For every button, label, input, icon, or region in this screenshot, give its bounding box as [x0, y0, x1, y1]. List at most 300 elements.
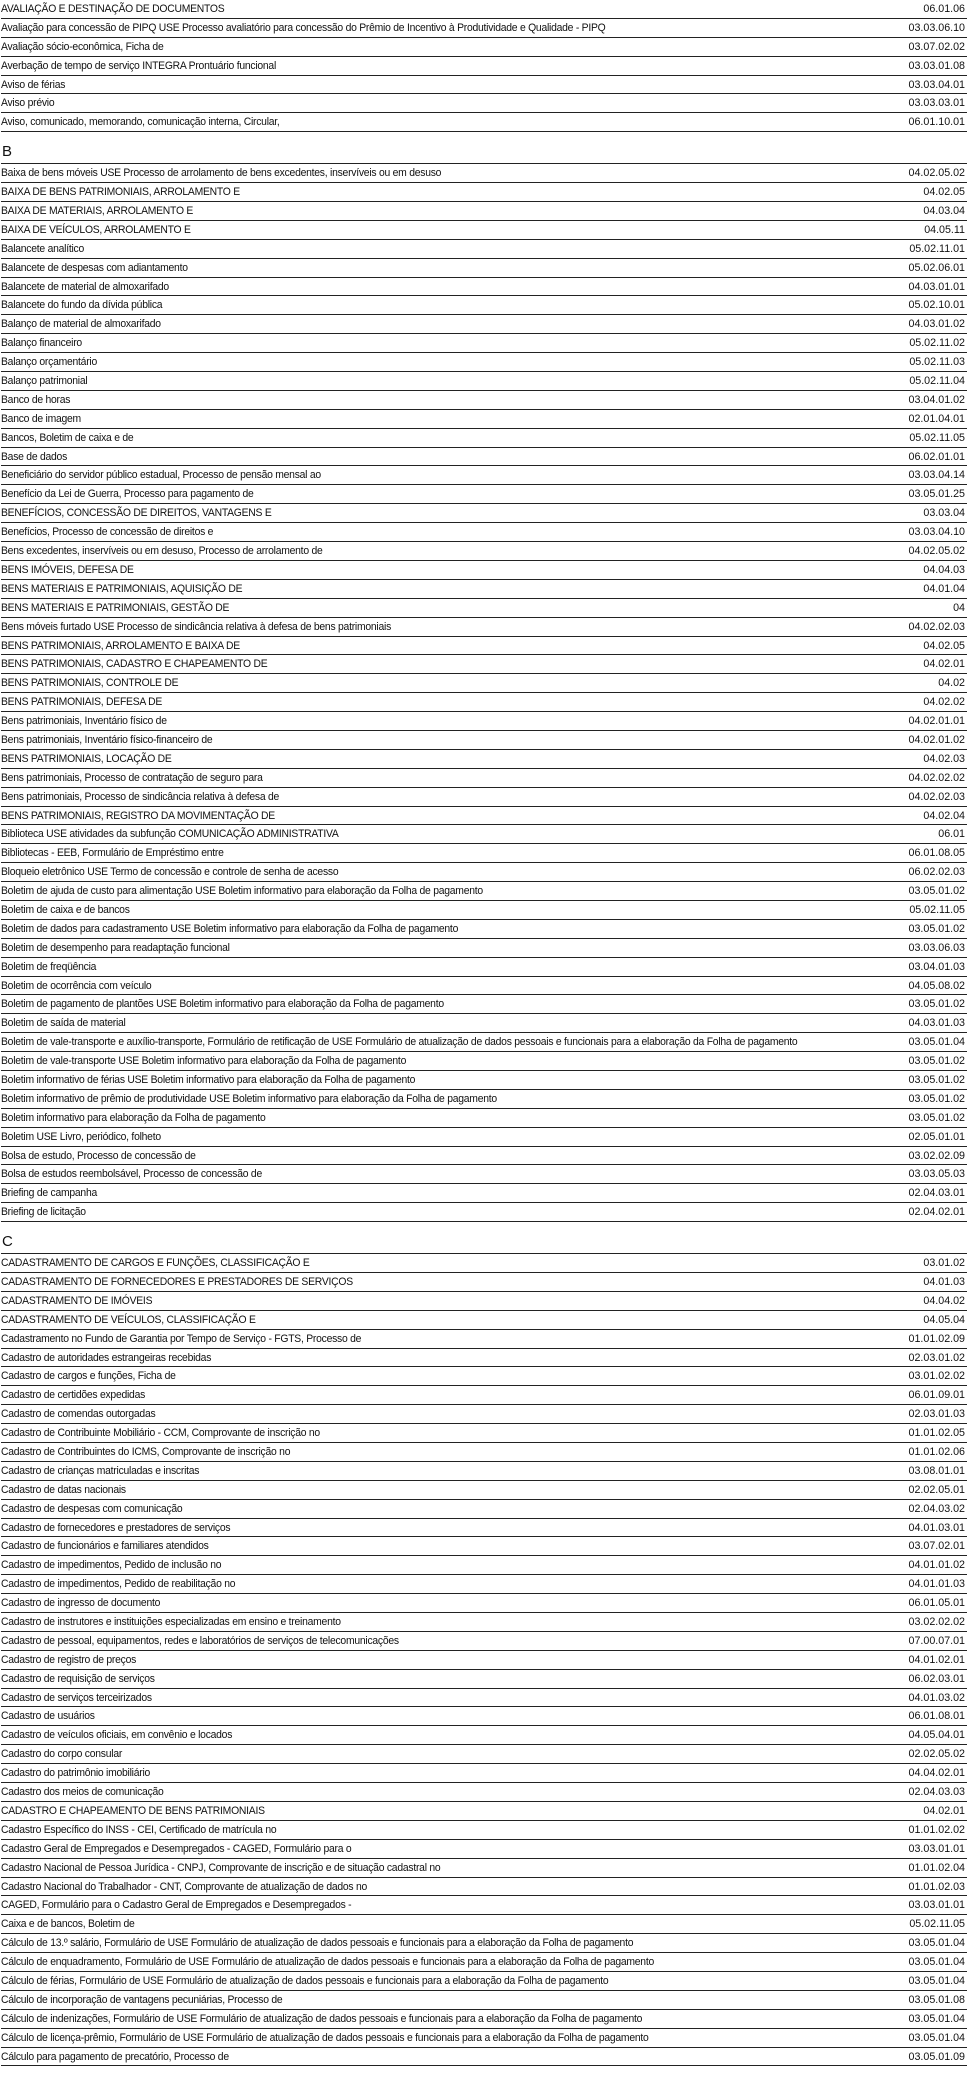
classification-code: 04.01.03 — [923, 1276, 965, 1288]
index-row — [1, 410, 967, 429]
index-term: CAGED, Formulário para o Cadastro Geral de Empregados e Desempregados - — [1, 1899, 352, 1912]
index-term: Cálculo de licença-prêmio, Formulário de USE Formulário de atualização de dados pessoais e funcionais para a elaboração da Folha de pagamento — [1, 2031, 649, 2044]
index-row — [1, 1500, 967, 1519]
classification-code: 06.01.06 — [923, 3, 965, 15]
classification-code: 05.02.06.01 — [908, 261, 965, 274]
classification-code: 06.02.03.01 — [908, 1672, 965, 1685]
index-row — [1, 296, 967, 315]
index-row — [1, 599, 967, 618]
index-term: Averbação de tempo de serviço INTEGRA Prontuário funcional — [1, 59, 277, 72]
index-row — [1, 655, 967, 674]
index-term: Cadastro de usuários — [1, 1710, 95, 1723]
classification-code: 03.05.01.02 — [908, 885, 965, 898]
index-row — [1, 1349, 967, 1368]
index-row — [1, 1594, 967, 1613]
index-term: BENS PATRIMONIAIS, ARROLAMENTO E BAIXA DE — [1, 639, 240, 652]
index-term: Balanço patrimonial — [1, 375, 88, 388]
index-term: Bibliotecas - EEB, Formulário de Empréstimo entre — [1, 847, 224, 860]
index-row — [1, 807, 967, 826]
index-term: Balanço orçamentário — [1, 356, 97, 369]
index-term: Caixa e de bancos, Boletim de — [1, 1918, 135, 1931]
classification-code: 05.02.11.03 — [909, 356, 965, 369]
index-row — [1, 523, 967, 542]
classification-code: 04.03.04 — [923, 205, 965, 218]
index-row — [1, 183, 967, 202]
index-row — [1, 448, 967, 467]
index-term: Cadastro de serviços terceirizados — [1, 1691, 152, 1704]
index-row — [1, 1821, 967, 1840]
classification-code: 04.05.08.02 — [908, 979, 965, 992]
index-row — [1, 1481, 967, 1500]
index-row — [1, 1651, 967, 1670]
index-row — [1, 1462, 967, 1481]
index-term: Boletim informativo para elaboração da Folha de pagamento — [1, 1111, 266, 1124]
index-term: Baixa de bens móveis USE Processo de arrolamento de bens excedentes, inservíveis ou em desuso — [1, 167, 442, 180]
index-term: Cadastro de impedimentos, Pedido de reabilitação no — [1, 1578, 236, 1591]
index-term: Cadastro de ingresso de documento — [1, 1597, 161, 1610]
index-row — [1, 1254, 967, 1273]
classification-code: 04.01.02.01 — [908, 1653, 965, 1666]
classification-code: 04.02.01 — [923, 658, 965, 671]
index-term: Cadastro de funcionários e familiares atendidos — [1, 1540, 209, 1553]
index-row — [1, 1707, 967, 1726]
classification-code: 03.05.01.02 — [908, 1092, 965, 1105]
classification-code: 03.03.04.01 — [908, 78, 965, 91]
index-row — [1, 674, 967, 693]
index-row — [1, 882, 967, 901]
index-row — [1, 2048, 967, 2067]
index-row — [1, 391, 967, 410]
classification-code: 03.03.04.14 — [908, 469, 965, 482]
classification-code: 06.02.02.03 — [908, 866, 965, 879]
index-row — [1, 1896, 967, 1915]
index-row — [1, 113, 967, 132]
index-row — [1, 1128, 967, 1147]
classification-code: 02.04.03.01 — [908, 1187, 965, 1200]
index-term: Balanço de material de almoxarifado — [1, 318, 161, 331]
index-term: Balanço financeiro — [1, 337, 82, 350]
index-row — [1, 1033, 967, 1052]
index-term: Cálculo de férias, Formulário de USE Formulário de atualização de dados pessoais e funcionais para a elaboração da Folha de pagamento — [1, 1974, 609, 1987]
index-row — [1, 844, 967, 863]
index-term: Cadastro de certidões expedidas — [1, 1389, 146, 1402]
classification-code: 01.01.02.04 — [908, 1861, 965, 1874]
index-term: Cálculo de indenizações, Formulário de USE Formulário de atualização de dados pessoais e funcionais para a elaboração da Folha de pagamento — [1, 2012, 643, 2025]
classification-code: 01.01.02.06 — [908, 1446, 965, 1459]
index-row — [1, 94, 967, 113]
index-row — [1, 1991, 967, 2010]
index-row — [1, 788, 967, 807]
classification-code: 02.02.05.02 — [908, 1748, 965, 1761]
index-row — [1, 825, 967, 844]
classification-code: 04.04.02.01 — [908, 1767, 965, 1780]
index-row — [1, 429, 967, 448]
index-row — [1, 1575, 967, 1594]
classification-code: 03.05.01.25 — [908, 488, 965, 501]
index-term: Cadastro de Contribuintes do ICMS, Comprovante de inscrição no — [1, 1446, 291, 1459]
classification-code: 06.01.05.01 — [908, 1597, 965, 1610]
classification-code: 03.03.05.03 — [908, 1168, 965, 1181]
index-row — [1, 1090, 967, 1109]
index-term: BENEFÍCIOS, CONCESSÃO DE DIREITOS, VANTAGENS E — [1, 507, 272, 520]
index-row — [1, 1311, 967, 1330]
index-term: Boletim de ocorrência com veículo — [1, 979, 152, 992]
index-row — [1, 712, 967, 731]
index-row — [1, 1165, 967, 1184]
index-term: Cadastro do patrimônio imobiliário — [1, 1767, 151, 1780]
classification-code: 04.02.03 — [923, 752, 965, 765]
index-term: BAIXA DE BENS PATRIMONIAIS, ARROLAMENTO E — [1, 186, 240, 199]
index-term: Cadastro de Contribuinte Mobiliário - CCM, Comprovante de inscrição no — [1, 1427, 320, 1440]
index-term: Boletim de ajuda de custo para alimentação USE Boletim informativo para elaboração da Folha de pagamento — [1, 885, 483, 898]
classification-code: 03.03.04 — [923, 507, 965, 520]
index-term: BENS PATRIMONIAIS, REGISTRO DA MOVIMENTAÇÃO DE — [1, 809, 275, 822]
classification-code: 03.05.01.04 — [908, 2012, 965, 2025]
classification-code: 02.04.03.02 — [908, 1502, 965, 1515]
index-term: Banco de horas — [1, 393, 71, 406]
classification-code: 03.03.03.01 — [908, 97, 965, 110]
index-term: AVALIAÇÃO E DESTINAÇÃO DE DOCUMENTOS — [1, 3, 225, 15]
index-row — [1, 1632, 967, 1651]
index-term: Boletim de saída de material — [1, 1017, 126, 1030]
index-term: Cálculo de 13.º salário, Formulário de USE Formulário de atualização de dados pessoais e funcionais para a elaboração da Folha de pagamento — [1, 1937, 634, 1950]
index-term: Cadastro de pessoal, equipamentos, redes e laboratórios de serviços de telecomunicações — [1, 1634, 399, 1647]
index-term: Boletim de desempenho para readaptação funcional — [1, 941, 230, 954]
index-term: CADASTRAMENTO DE FORNECEDORES E PRESTADORES DE SERVIÇOS — [1, 1276, 353, 1288]
classification-code: 05.02.11.05 — [909, 1918, 965, 1931]
classification-code: 03.05.01.04 — [908, 1974, 965, 1987]
index-term: Cadastro Nacional do Trabalhador - CNT, Comprovante de atualização de dados no — [1, 1880, 368, 1893]
classification-code: 04.01.01.02 — [908, 1559, 965, 1572]
index-row — [1, 863, 967, 882]
index-row — [1, 693, 967, 712]
index-term: BENS MATERIAIS E PATRIMONIAIS, GESTÃO DE — [1, 601, 230, 614]
index-row — [1, 1859, 967, 1878]
section-header-c — [1, 1222, 967, 1254]
index-term: Bens patrimoniais, Inventário físico-financeiro de — [1, 733, 213, 746]
classification-code: 01.01.02.09 — [908, 1332, 965, 1345]
index-term: Cadastro de instrutores e instituições especializadas em ensino e treinamento — [1, 1616, 341, 1629]
index-term: Bens patrimoniais, Processo de sindicância relativa à defesa de — [1, 790, 280, 803]
index-term: Benefícios, Processo de concessão de direitos e — [1, 526, 214, 539]
classification-code: 06.02.01.01 — [908, 450, 965, 463]
index-term: Cadastramento no Fundo de Garantia por Tempo de Serviço - FGTS, Processo de — [1, 1332, 362, 1345]
index-row — [1, 1934, 967, 1953]
classification-code: 04.02.02.02 — [908, 771, 965, 784]
classification-code: 03.03.01.01 — [908, 1899, 965, 1912]
index-row — [1, 1878, 967, 1897]
classification-code: 04.05.04.01 — [908, 1729, 965, 1742]
index-term: Bens móveis furtado USE Processo de sindicância relativa à defesa de bens patrimoniais — [1, 620, 392, 633]
classification-code: 02.05.01.01 — [908, 1130, 965, 1143]
index-term: Cadastro de veículos oficiais, em convênio e locados — [1, 1729, 233, 1742]
classification-code: 03.03.06.10 — [908, 21, 965, 34]
index-row — [1, 1109, 967, 1128]
index-row — [1, 939, 967, 958]
classification-code: 04 — [953, 601, 965, 614]
classification-code: 01.01.02.02 — [908, 1823, 965, 1836]
classification-code: 03.04.01.02 — [908, 393, 965, 406]
classification-code: 03.03.06.03 — [908, 941, 965, 954]
index-term: Bens patrimoniais, Inventário físico de — [1, 715, 167, 728]
index-row — [1, 1613, 967, 1632]
classification-code: 05.02.11.05 — [909, 903, 965, 916]
index-term: Balancete de despesas com adiantamento — [1, 261, 188, 274]
classification-code: 03.03.04.10 — [908, 526, 965, 539]
index-row — [1, 1052, 967, 1071]
index-term: BAIXA DE VEÍCULOS, ARROLAMENTO E — [1, 223, 191, 236]
index-row — [1, 1745, 967, 1764]
index-row — [1, 1330, 967, 1349]
classification-code: 06.01.08.01 — [908, 1710, 965, 1723]
index-row — [1, 1273, 967, 1292]
classification-code: 02.03.01.03 — [908, 1408, 965, 1421]
index-row — [1, 466, 967, 485]
classification-code: 04.01.03.02 — [908, 1691, 965, 1704]
index-row — [1, 1689, 967, 1708]
classification-code: 03.04.01.03 — [908, 960, 965, 973]
index-term: Cadastro de autoridades estrangeiras recebidas — [1, 1351, 212, 1364]
index-term: Avaliação sócio-econômica, Ficha de — [1, 40, 164, 53]
classification-code: 04.03.01.01 — [908, 280, 965, 293]
index-row — [1, 580, 967, 599]
classification-code: 04.05.11 — [924, 223, 965, 236]
index-term: Boletim informativo de férias USE Boletim informativo para elaboração da Folha de pagamento — [1, 1073, 416, 1086]
classification-code: 06.01.08.05 — [908, 847, 965, 860]
index-term: Boletim informativo de prêmio de produtividade USE Boletim informativo para elaboração da Folha de pagamento — [1, 1092, 497, 1105]
index-row — [1, 1071, 967, 1090]
index-term: BENS PATRIMONIAIS, CADASTRO E CHAPEAMENTO DE — [1, 658, 268, 671]
section-letter: B — [2, 143, 13, 161]
classification-code: 05.02.10.01 — [908, 299, 965, 312]
classification-code: 03.05.01.02 — [908, 1055, 965, 1068]
index-term: Bolsa de estudos reembolsável, Processo de concessão de — [1, 1168, 262, 1181]
index-term: BENS PATRIMONIAIS, LOCAÇÃO DE — [1, 752, 172, 765]
index-row — [1, 1726, 967, 1745]
classification-code: 03.01.02.02 — [908, 1370, 965, 1383]
index-term: Boletim de vale-transporte USE Boletim informativo para elaboração da Folha de pagamento — [1, 1055, 407, 1068]
classification-code: 05.02.11.05 — [909, 431, 965, 444]
index-row — [1, 750, 967, 769]
index-term: Balancete do fundo da dívida pública — [1, 299, 163, 312]
index-term: BENS IMÓVEIS, DEFESA DE — [1, 563, 134, 576]
index-term: Biblioteca USE atividades da subfunção COMUNICAÇÃO ADMINISTRATIVA — [1, 828, 339, 841]
index-row — [1, 334, 967, 353]
index-row — [1, 1424, 967, 1443]
classification-code: 03.01.02 — [923, 1257, 965, 1270]
index-row — [1, 1556, 967, 1575]
classification-code: 03.02.02.09 — [908, 1149, 965, 1162]
classification-code: 04.02.05.02 — [908, 167, 965, 180]
index-term: Boletim USE Livro, periódico, folheto — [1, 1130, 161, 1143]
index-row — [1, 1537, 967, 1556]
classification-code: 04.02.02.03 — [908, 620, 965, 633]
index-table — [1, 0, 967, 2066]
classification-code: 03.05.01.02 — [908, 922, 965, 935]
classification-code: 06.01.09.01 — [908, 1389, 965, 1402]
classification-code: 04.02.02.03 — [908, 790, 965, 803]
index-row — [1, 1519, 967, 1538]
index-term: Boletim de caixa e de bancos — [1, 903, 130, 916]
index-term: Briefing de campanha — [1, 1187, 98, 1200]
index-term: Briefing de licitação — [1, 1206, 86, 1219]
index-row — [1, 1972, 967, 1991]
index-row — [1, 221, 967, 240]
classification-code: 03.05.01.02 — [908, 1111, 965, 1124]
classification-code: 03.08.01.01 — [908, 1464, 965, 1477]
index-term: BENS PATRIMONIAIS, DEFESA DE — [1, 696, 163, 709]
index-row — [1, 637, 967, 656]
index-term: Bancos, Boletim de caixa e de — [1, 431, 134, 444]
index-row — [1, 2029, 967, 2048]
classification-code: 04.03.01.02 — [908, 318, 965, 331]
index-term: BAIXA DE MATERIAIS, ARROLAMENTO E — [1, 205, 194, 218]
classification-code: 03.05.01.04 — [908, 1956, 965, 1969]
index-row — [1, 1840, 967, 1859]
index-term: Banco de imagem — [1, 412, 81, 425]
index-row — [1, 1292, 967, 1311]
classification-code: 05.02.11.01 — [909, 242, 965, 255]
classification-code: 03.05.01.04 — [908, 2031, 965, 2044]
index-term: Cadastro dos meios de comunicação — [1, 1786, 164, 1799]
classification-code: 04.04.02 — [923, 1294, 965, 1307]
index-term: Cadastro de datas nacionais — [1, 1483, 126, 1496]
index-term: Aviso de férias — [1, 78, 66, 91]
classification-code: 04.02.05 — [923, 639, 965, 652]
index-row — [1, 1203, 967, 1222]
classification-code: 04.02.05 — [923, 186, 965, 199]
index-term: CADASTRAMENTO DE VEÍCULOS, CLASSIFICAÇÃO E — [1, 1313, 256, 1326]
index-row — [1, 38, 967, 57]
index-row — [1, 561, 967, 580]
section-header-b — [1, 132, 967, 164]
classification-code: 03.05.01.04 — [908, 1036, 965, 1049]
classification-code: 04.02.02 — [923, 696, 965, 709]
index-row — [1, 164, 967, 183]
index-term: CADASTRAMENTO DE IMÓVEIS — [1, 1294, 153, 1307]
index-term: Boletim de freqüência — [1, 960, 97, 973]
classification-code: 05.02.11.04 — [909, 375, 965, 388]
index-row — [1, 731, 967, 750]
index-term: BENS MATERIAIS E PATRIMONIAIS, AQUISIÇÃO DE — [1, 582, 243, 595]
index-term: Cálculo de incorporação de vantagens pecuniárias, Processo de — [1, 1993, 283, 2006]
index-row — [1, 542, 967, 561]
index-term: Cadastro de crianças matriculadas e inscritas — [1, 1464, 200, 1477]
index-row — [1, 19, 967, 38]
index-row — [1, 485, 967, 504]
index-row — [1, 1764, 967, 1783]
classification-code: 02.01.04.01 — [908, 412, 965, 425]
index-row — [1, 1386, 967, 1405]
index-row — [1, 1802, 967, 1821]
index-term: BENS PATRIMONIAIS, CONTROLE DE — [1, 677, 179, 690]
index-term: Balancete analítico — [1, 242, 84, 255]
index-row — [1, 76, 967, 95]
classification-code: 03.05.01.04 — [908, 1937, 965, 1950]
index-row — [1, 977, 967, 996]
section-letter: C — [2, 1233, 13, 1251]
index-term: Aviso, comunicado, memorando, comunicação interna, Circular, — [1, 116, 280, 129]
classification-code: 04.01.04 — [923, 582, 965, 595]
classification-code: 04.01.03.01 — [908, 1521, 965, 1534]
index-row — [1, 1014, 967, 1033]
classification-code: 04.02.01 — [923, 1804, 965, 1817]
classification-code: 04.02 — [938, 677, 965, 690]
index-term: Cadastro de registro de preços — [1, 1653, 137, 1666]
index-row — [1, 901, 967, 920]
classification-code: 02.03.01.02 — [908, 1351, 965, 1364]
index-row — [1, 1443, 967, 1462]
index-term: Aviso prévio — [1, 97, 55, 110]
index-row — [1, 278, 967, 297]
index-term: Cálculo para pagamento de precatório, Processo de — [1, 2050, 229, 2063]
classification-code: 02.04.02.01 — [908, 1206, 965, 1219]
index-term: Cadastro Nacional de Pessoa Jurídica - CNPJ, Comprovante de inscrição e de situação cadastral no — [1, 1861, 441, 1874]
index-term: Cadastro do corpo consular — [1, 1748, 123, 1761]
classification-code: 07.00.07.01 — [908, 1634, 965, 1647]
classification-code: 04.05.04 — [923, 1313, 965, 1326]
index-row — [1, 1147, 967, 1166]
index-row — [1, 1670, 967, 1689]
classification-code: 03.05.01.02 — [908, 998, 965, 1011]
index-row — [1, 240, 967, 259]
index-term: Balancete de material de almoxarifado — [1, 280, 169, 293]
index-row — [1, 315, 967, 334]
index-row — [1, 259, 967, 278]
index-row — [1, 504, 967, 523]
classification-code: 04.02.01.02 — [908, 733, 965, 746]
classification-code: 04.01.01.03 — [908, 1578, 965, 1591]
classification-code: 06.01 — [938, 828, 965, 841]
index-term: Cálculo de enquadramento, Formulário de USE Formulário de atualização de dados pessoais e funcionais para a elaboração da Folha de pagamento — [1, 1956, 655, 1969]
index-term: Cadastro de requisição de serviços — [1, 1672, 155, 1685]
index-term: CADASTRAMENTO DE CARGOS E FUNÇÕES, CLASSIFICAÇÃO E — [1, 1257, 310, 1270]
index-row — [1, 920, 967, 939]
index-term: Boletim de dados para cadastramento USE Boletim informativo para elaboração da Folha de pagamento — [1, 922, 459, 935]
index-term: Bens patrimoniais, Processo de contratação de seguro para — [1, 771, 263, 784]
index-term: Beneficiário do servidor público estadual, Processo de pensão mensal ao — [1, 469, 321, 482]
index-term: Bloqueio eletrônico USE Termo de concessão e controle de senha de acesso — [1, 866, 339, 879]
index-row — [1, 372, 967, 391]
classification-code: 03.02.02.02 — [908, 1616, 965, 1629]
index-row — [1, 1783, 967, 1802]
index-term: Boletim de vale-transporte e auxílio-transporte, Formulário de retificação de USE Formulário de atualização de dados pessoais e funcionais para a elaboração da Folha de pagamento — [1, 1036, 798, 1049]
classification-code: 04.04.03 — [923, 563, 965, 576]
index-term: Base de dados — [1, 450, 68, 463]
index-term: Cadastro Específico do INSS - CEI, Certificado de matrícula no — [1, 1823, 277, 1836]
index-row — [1, 2010, 967, 2029]
index-term: Cadastro de fornecedores e prestadores de serviços — [1, 1521, 231, 1534]
classification-code: 04.02.05.02 — [908, 545, 965, 558]
classification-code: 04.02.04 — [923, 809, 965, 822]
index-term: Bens excedentes, inservíveis ou em desuso, Processo de arrolamento de — [1, 545, 323, 558]
classification-code: 06.01.10.01 — [908, 116, 965, 129]
index-row — [1, 1184, 967, 1203]
classification-code: 03.07.02.01 — [908, 1540, 965, 1553]
classification-code: 03.05.01.08 — [908, 1993, 965, 2006]
classification-code: 04.03.01.03 — [908, 1017, 965, 1030]
classification-code: 05.02.11.02 — [909, 337, 965, 350]
classification-code: 02.04.03.03 — [908, 1786, 965, 1799]
index-term: Cadastro de comendas outorgadas — [1, 1408, 156, 1421]
index-row — [1, 202, 967, 221]
index-term: Benefício da Lei de Guerra, Processo para pagamento de — [1, 488, 254, 501]
index-row — [1, 958, 967, 977]
index-row — [1, 0, 967, 19]
classification-code: 01.01.02.03 — [908, 1880, 965, 1893]
classification-code: 03.07.02.02 — [908, 40, 965, 53]
classification-code: 03.05.01.02 — [908, 1073, 965, 1086]
